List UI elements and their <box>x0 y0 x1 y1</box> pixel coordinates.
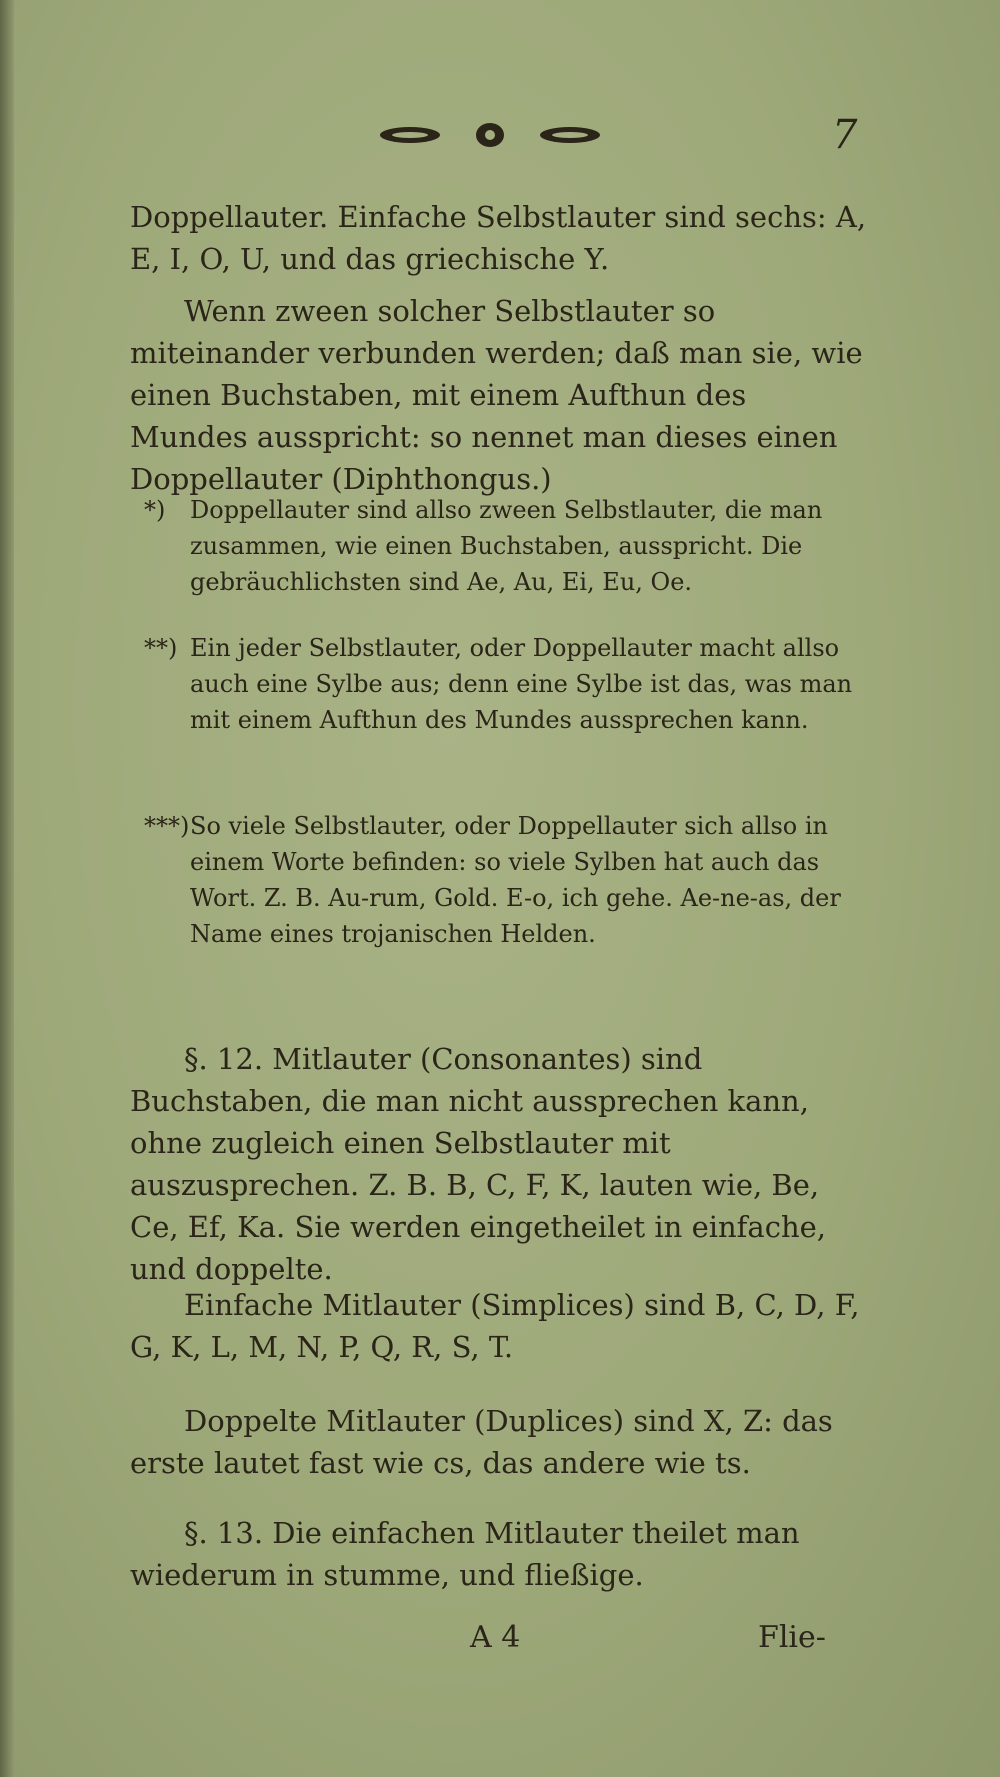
ornament-icon <box>375 120 605 150</box>
footnote-3: ***) So viele Selbstlauter, oder Doppellauter sich allso in einem Worte befinden: so viele Sylben hat auch das Wort. Z. B. Au-rum, Gold. E-o, ich gehe. Ae-ne-as, der Name eines trojanischen Helden. <box>144 812 841 948</box>
paragraph-doppelte-mitlauter: Doppelte Mitlauter (Duplices) sind X, Z: das erste lautet fast wie cs, das andere wie ts. <box>130 1404 833 1480</box>
catchword: Flie- <box>758 1620 826 1655</box>
footnote-1: *) Doppellauter sind allso zween Selbstlauter, die man zusammen, wie einen Buchstaben, ausspricht. Die gebräuchlichsten sind Ae, Au, Ei, Eu, Oe. <box>144 496 823 596</box>
page-header <box>0 112 1000 162</box>
paragraph-section-13: §. 13. Die einfachen Mitlauter theilet man wiederum in stumme, und fließige. <box>130 1516 800 1592</box>
paragraph-section-12: §. 12. Mitlauter (Consonantes) sind Buchstaben, die man nicht aussprechen kann, ohne zugleich einen Selbstlauter mit auszusprechen. Z. B. B, C, F, K, lauten wie, Be, Ce, Ef, Ka. Sie werden eingetheilet in einfache, und doppelte. <box>130 1042 826 1286</box>
paragraph-diphthong: Wenn zween solcher Selbstlauter so miteinander verbunden werden; daß man sie, wie einen Buchstaben, mit einem Aufthun des Mundes ausspricht: so nennet man dieses einen Doppellauter (Diphthongus.) <box>130 294 863 496</box>
signature-mark: A 4 <box>470 1620 521 1655</box>
page-edge <box>0 0 14 1777</box>
page-number: 7 <box>832 112 858 158</box>
paragraph-doppellauter-intro: Doppellauter. Einfache Selbstlauter sind sechs: A, E, I, O, U, und das griechische Y. <box>130 200 867 276</box>
footnote-2: **) Ein jeder Selbstlauter, oder Doppellauter macht allso auch eine Sylbe aus; denn eine Sylbe ist das, was man mit einem Aufthun des Mundes aussprechen kann. <box>144 634 853 734</box>
paragraph-einfache-mitlauter: Einfache Mitlauter (Simplices) sind B, C, D, F, G, K, L, M, N, P, Q, R, S, T. <box>130 1288 860 1364</box>
